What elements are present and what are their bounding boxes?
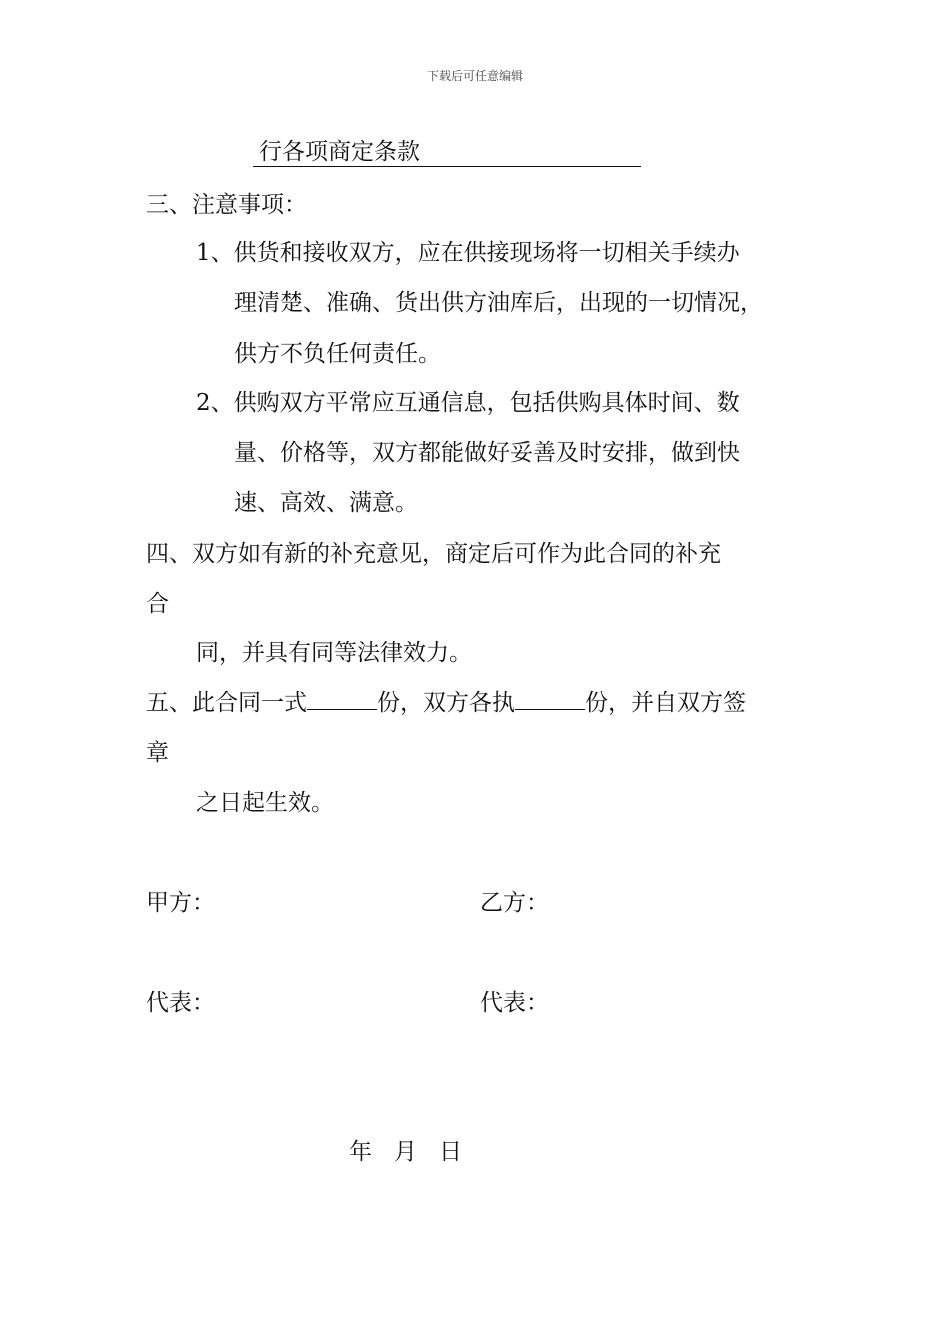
section4-line1: 四、双方如有新的补充意见，商定后可作为此合同的补充 bbox=[146, 541, 721, 567]
section3-item1-line1: 1、供货和接收双方，应在供接现场将一切相关手续办 bbox=[196, 240, 740, 266]
copies-total-blank[interactable] bbox=[307, 691, 377, 710]
page-header-note: 下载后可任意编辑 bbox=[426, 69, 523, 83]
section5-part2: 份，双方各执 bbox=[377, 690, 515, 716]
section5-part3: 份，并自双方签 bbox=[585, 690, 746, 716]
section4-line3: 同，并具有同等法律效力。 bbox=[196, 640, 472, 666]
party-b-label: 乙方： bbox=[480, 890, 549, 916]
date-year: 年 bbox=[349, 1139, 372, 1165]
date-day: 日 bbox=[439, 1139, 462, 1165]
rep-a-label: 代表： bbox=[146, 990, 215, 1016]
date-month: 月 bbox=[394, 1139, 417, 1165]
party-a-label: 甲方： bbox=[146, 890, 215, 916]
section3-item2-line2: 量、价格等，双方都能做好妥善及时安排，做到快 bbox=[234, 440, 740, 466]
top-line-text: 行各项商定条款 bbox=[253, 133, 641, 167]
section3-item1-line2: 理清楚、准确、货出供方油库后，出现的一切情况， bbox=[234, 290, 763, 316]
section5-line2: 章 bbox=[146, 740, 169, 766]
copies-each-blank[interactable] bbox=[515, 691, 585, 710]
section3-heading: 三、注意事项： bbox=[146, 192, 307, 218]
section3-item2-line1: 2、供购双方平常应互通信息，包括供购具体时间、数 bbox=[196, 390, 740, 416]
rep-b-label: 代表： bbox=[480, 990, 549, 1016]
section5-line1 bbox=[146, 684, 746, 717]
section3-item2-line3: 速、高效、满意。 bbox=[234, 490, 418, 516]
section3-item1-line3: 供方不负任何责任。 bbox=[234, 341, 441, 367]
section5-part1: 五、此合同一式 bbox=[146, 690, 307, 716]
section4-line2: 合 bbox=[146, 591, 169, 617]
section5-line3: 之日起生效。 bbox=[196, 790, 334, 816]
top-line bbox=[253, 133, 641, 167]
